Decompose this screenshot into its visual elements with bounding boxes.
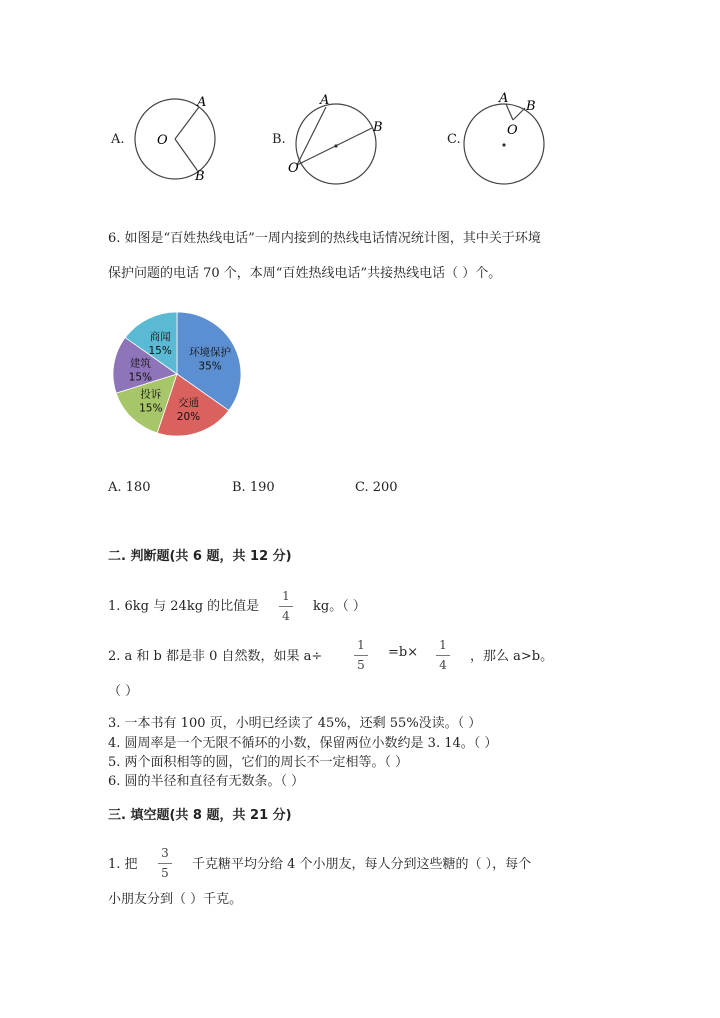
fig-c-center-label: O	[507, 123, 518, 138]
s2-q1-fraction: 1 4	[276, 589, 296, 624]
s2-q2-fraction2: 1 4	[433, 638, 453, 673]
s2-q1-text-a: 1. 6kg 与 24kg 的比值是	[108, 599, 260, 614]
s2-q2-text-mid: =b×	[388, 645, 419, 660]
pie-label-0: 环境保护	[189, 346, 232, 359]
pie-percent-1: 20%	[176, 411, 201, 424]
fig-a-point-b: B	[195, 169, 205, 184]
s3-q1-text-b: 千克糖平均分给 4 个小朋友，每人分到这些糖的（ ），每个	[192, 857, 532, 872]
s2-q2-text-b: ，那么 a>b。	[470, 649, 554, 664]
s3-q1-line2: 小朋友分到（ ）千克。	[108, 892, 243, 907]
q6-option-a: A. 180	[108, 480, 151, 495]
circle-figure-a	[135, 95, 215, 184]
q6-option-b: B. 190	[232, 480, 275, 495]
s2-q4: 4. 圆周率是一个无限不循环的小数，保留两位小数约是 3. 14。（ ）	[108, 736, 498, 751]
pie-label-3: 建筑	[129, 357, 151, 370]
option-b-label: B.	[272, 132, 286, 147]
fig-a-point-a: A	[197, 95, 207, 110]
section3-title: 三. 填空题(共 8 题，共 21 分)	[108, 808, 292, 823]
pie-percent-2: 15%	[139, 402, 163, 415]
circle-figures	[0, 0, 720, 200]
option-a-label: A.	[111, 132, 125, 147]
fig-c-point-b: B	[526, 99, 536, 114]
pie-label-1: 交通	[177, 397, 199, 410]
fig-b-point-a: A	[320, 93, 330, 108]
option-c-label: C.	[447, 132, 461, 147]
pie-label-2: 投诉	[140, 388, 162, 401]
fig-c-point-a: A	[499, 91, 509, 106]
q6-option-c: C. 200	[355, 480, 398, 495]
s2-q3: 3. 一本书有 100 页，小明已经读了 45%，还剩 55%没读。（ ）	[108, 716, 482, 731]
circle-figure-b	[288, 93, 383, 184]
pie-chart	[107, 304, 247, 444]
pie-label-4: 商闻	[149, 330, 171, 343]
s2-q2-text-a: 2. a 和 b 都是非 0 自然数，如果 a÷	[108, 649, 323, 664]
s2-q5: 5. 两个面积相等的圆，它们的周长不一定相等。（ ）	[108, 755, 409, 770]
s2-q2-fraction1: 1 5	[351, 638, 371, 673]
fig-a-center-label: O	[157, 133, 168, 148]
s2-q6: 6. 圆的半径和直径有无数条。（ ）	[108, 774, 305, 789]
circle-figure-c	[464, 91, 544, 184]
fig-b-point-b: B	[373, 120, 383, 135]
fig-b-center-label: O	[288, 161, 299, 176]
q6-line1: 6. 如图是“百姓热线电话”一周内接到的热线电话情况统计图，其中关于环境	[108, 231, 541, 246]
s2-q2-paren: （ ）	[108, 684, 139, 699]
s3-q1-fraction: 3 5	[155, 846, 175, 881]
pie-percent-3: 15%	[128, 371, 153, 384]
s2-q1-text-b: kg。（ ）	[313, 599, 366, 614]
pie-percent-0: 35%	[198, 360, 222, 373]
q6-line2: 保护问题的电话 70 个，本周“百姓热线电话”共接热线电话（ ）个。	[108, 266, 502, 281]
section2-title: 二. 判断题(共 6 题，共 12 分)	[108, 549, 292, 564]
pie-percent-4: 15%	[148, 344, 172, 357]
s3-q1-text-a: 1. 把	[108, 857, 138, 872]
